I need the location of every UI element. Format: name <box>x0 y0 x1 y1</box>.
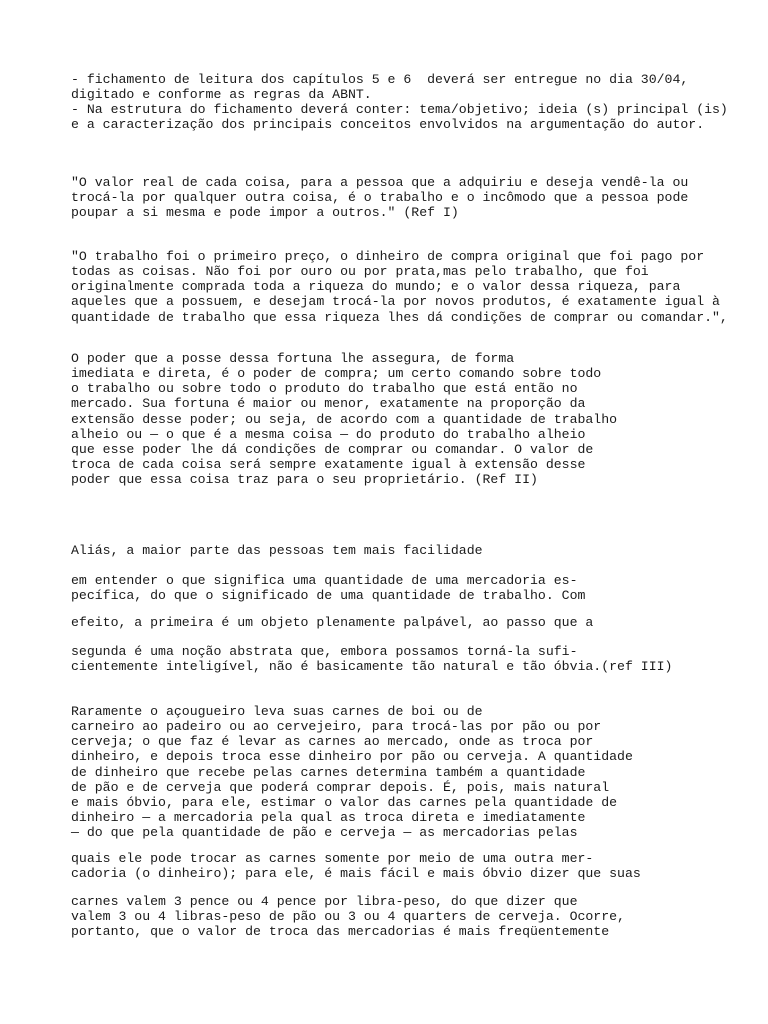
acougueiro-paragraph-2: quais ele pode trocar as carnes somente por meio de uma outra mer- cadoria (o dinheiro); para ele, é mais fácil e mais óbvio dizer que suas <box>71 851 641 882</box>
ref-3-line-4: segunda é uma noção abstrata que, embora possamos torná-la sufi- cientemente inteligível, não é basicamente tão natural e tão óbvia.(ref III) <box>71 644 673 675</box>
acougueiro-paragraph-1: Raramente o açougueiro leva suas carnes de boi ou de carneiro ao padeiro ou ao cervejeiro, para trocá-las por pão ou por cerveja; o que faz é levar as carnes ao mercado, onde as troca por dinheiro, e depois troca esse dinheiro por pão ou cerveja. A quantidade de dinheiro que recebe pelas carnes determina também a quantidade de pão e de cerveja que poderá comprar depois. É, pois, mais natural e mais óbvio, para ele, estimar o valor das carnes pela quantidade de dinheiro — a mercadoria pela qual as troca direta e imediatamente — do que pela quantidade de pão e cerveja — as mercadorias pelas <box>71 704 633 841</box>
quote-ref-2-paragraph: O poder que a posse dessa fortuna lhe assegura, de forma imediata e direta, é o poder de compra; um certo comando sobre todo o trabalho ou sobre todo o produto do trabalho que está então no mercado. Sua fortuna é maior ou menor, exatamente na proporção da extensão desse poder; ou seja, de acordo com a quantidade de trabalho alheio ou — o que é a mesma coisa — do produto do trabalho alheio que esse poder lhe dá condições de comprar ou comandar. O valor de troca de cada coisa será sempre exatamente igual à extensão desse poder que essa coisa traz para o seu proprietário. (Ref II) <box>71 351 618 488</box>
quote-ref-1-paragraph: "O valor real de cada coisa, para a pessoa que a adquiriu e deseja vendê-la ou trocá-la por qualquer outra coisa, é o trabalho e o incômodo que a pessoa pode poupar a si mesma e pode impor a outros." (Ref I) <box>71 175 689 221</box>
quote-trabalho-paragraph: "O trabalho foi o primeiro preço, o dinheiro de compra original que foi pago por todas as coisas. Não foi por ouro ou por prata,mas pelo trabalho, que foi originalmente comprada toda a riqueza do mundo; e o valor dessa riqueza, para aqueles que a possuem, e desejam trocá-la por novos produtos, é exatamente igual à quantidade de trabalho que essa riqueza lhes dá condições de comprar ou comandar.", <box>71 249 728 325</box>
ref-3-line-1: Aliás, a maior parte das pessoas tem mais facilidade <box>71 543 483 558</box>
ref-3-line-3: efeito, a primeira é um objeto plenamente palpável, ao passo que a <box>71 615 594 630</box>
acougueiro-paragraph-3: carnes valem 3 pence ou 4 pence por libra-peso, do que dizer que valem 3 ou 4 libras-peso de pão ou 3 ou 4 quarters de cerveja. Ocorre, portanto, que o valor de troca das mercadorias é mais freqüentemente <box>71 894 625 940</box>
instructions-paragraph: - fichamento de leitura dos capítulos 5 e 6 deverá ser entregue no dia 30/04, digitado e conforme as regras da ABNT. - Na estrutura do fichamento deverá conter: tema/objetivo; ideia (s) principal (is) e a caracterização dos principais conceitos envolvidos na argumentação do autor. <box>71 72 728 133</box>
ref-3-line-2: em entender o que significa uma quantidade de uma mercadoria es- pecífica, do que o significado de uma quantidade de trabalho. Com <box>71 573 586 604</box>
